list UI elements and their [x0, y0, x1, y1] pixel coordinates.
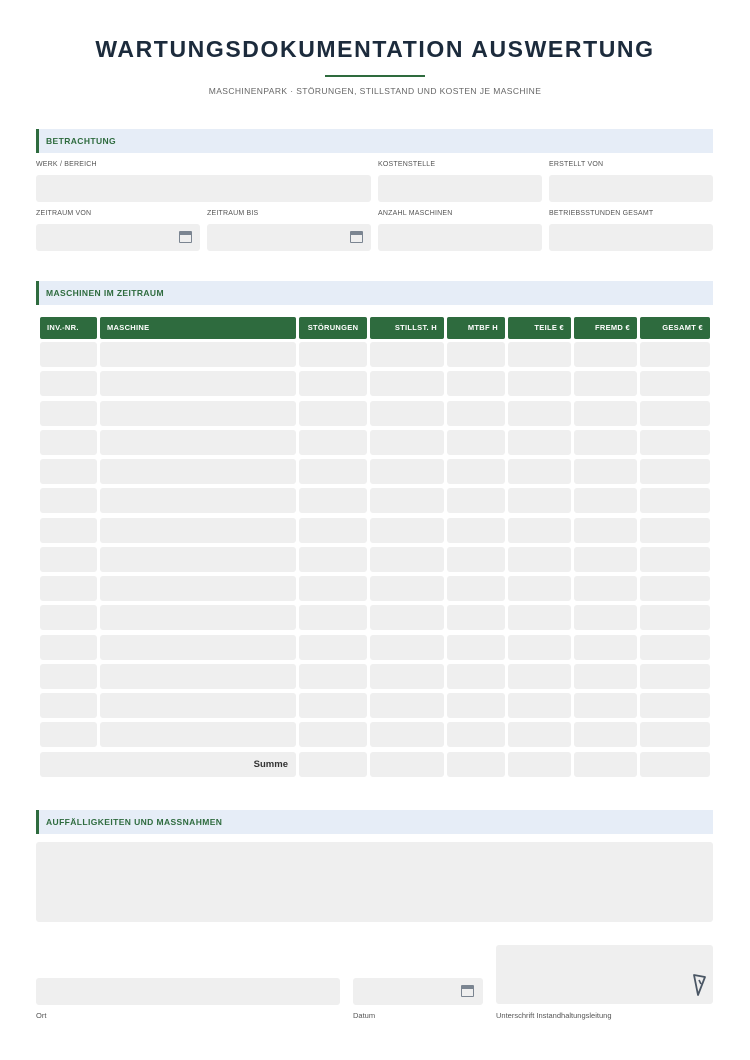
gesamt-cell[interactable]: [640, 722, 710, 747]
calendar-icon[interactable]: [179, 231, 192, 243]
column-header-gesamt: GESAMT €: [640, 317, 710, 339]
inv-nr-cell[interactable]: [40, 342, 97, 367]
betriebsstunden-field[interactable]: [549, 224, 713, 251]
column-header-fremd: FREMD €: [574, 317, 637, 339]
maschine-cell[interactable]: [100, 664, 296, 689]
mtbf-cell[interactable]: [447, 576, 505, 601]
massnahmen-textarea[interactable]: [36, 842, 713, 922]
erstellt-von-field[interactable]: [549, 175, 713, 202]
kostenstelle-field[interactable]: [378, 175, 542, 202]
teile-cell[interactable]: [508, 488, 571, 513]
betriebsstunden-label: BETRIEBSSTUNDEN GESAMT: [549, 210, 654, 217]
section-maschinen-header: [36, 281, 713, 305]
page-title: WARTUNGSDOKUMENTATION AUSWERTUNG: [95, 36, 655, 62]
kostenstelle-label: KOSTENSTELLE: [378, 161, 436, 168]
gesamt-cell[interactable]: [640, 518, 710, 543]
column-header-stillstand: STILLST. H: [370, 317, 444, 339]
summe-teile-cell[interactable]: [508, 752, 571, 777]
maschine-cell[interactable]: [100, 488, 296, 513]
stillstand-cell[interactable]: [370, 488, 444, 513]
datum-label: Datum: [353, 1011, 376, 1020]
inv-nr-cell[interactable]: [40, 722, 97, 747]
gesamt-cell[interactable]: [640, 401, 710, 426]
fremd-cell[interactable]: [574, 605, 637, 630]
unterschrift-field[interactable]: [496, 945, 713, 1004]
summe-stillstand-cell[interactable]: [370, 752, 444, 777]
mtbf-cell[interactable]: [447, 371, 505, 396]
maschine-cell[interactable]: [100, 722, 296, 747]
teile-cell[interactable]: [508, 459, 571, 484]
teile-cell[interactable]: [508, 401, 571, 426]
mtbf-cell[interactable]: [447, 664, 505, 689]
ort-label: Ort: [36, 1011, 47, 1020]
inv-nr-cell[interactable]: [40, 488, 97, 513]
teile-cell[interactable]: [508, 576, 571, 601]
mtbf-cell[interactable]: [447, 518, 505, 543]
mtbf-cell[interactable]: [447, 605, 505, 630]
maschine-cell[interactable]: [100, 576, 296, 601]
stoerungen-cell[interactable]: [299, 371, 367, 396]
maschine-cell[interactable]: [100, 371, 296, 396]
inv-nr-cell[interactable]: [40, 576, 97, 601]
teile-cell[interactable]: [508, 605, 571, 630]
calendar-icon[interactable]: [461, 985, 474, 997]
unterschrift-label: Unterschrift Instandhaltungsleitung: [496, 1011, 612, 1020]
mtbf-cell[interactable]: [447, 547, 505, 572]
stillstand-cell[interactable]: [370, 693, 444, 718]
teile-cell[interactable]: [508, 518, 571, 543]
summe-stoerungen-cell[interactable]: [299, 752, 367, 777]
fremd-cell[interactable]: [574, 693, 637, 718]
teile-cell[interactable]: [508, 430, 571, 455]
fremd-cell[interactable]: [574, 488, 637, 513]
column-header-teile: TEILE €: [508, 317, 571, 339]
column-header-inv-nr: INV.-NR.: [40, 317, 97, 339]
stoerungen-cell[interactable]: [299, 576, 367, 601]
teile-cell[interactable]: [508, 664, 571, 689]
inv-nr-cell[interactable]: [40, 371, 97, 396]
teile-cell[interactable]: [508, 547, 571, 572]
stoerungen-cell[interactable]: [299, 518, 367, 543]
section-auffaelligkeiten-header: [36, 810, 713, 834]
gesamt-cell[interactable]: [640, 430, 710, 455]
gesamt-cell[interactable]: [640, 342, 710, 367]
page-subtitle: MASCHINENPARK · STÖRUNGEN, STILLSTAND UND KOSTEN JE MASCHINE: [208, 86, 542, 96]
zeitraum-bis-field[interactable]: [207, 224, 371, 251]
gesamt-cell[interactable]: [640, 664, 710, 689]
inv-nr-cell[interactable]: [40, 547, 97, 572]
inv-nr-cell[interactable]: [40, 664, 97, 689]
mtbf-cell[interactable]: [447, 635, 505, 660]
fremd-cell[interactable]: [574, 635, 637, 660]
maschine-cell[interactable]: [100, 518, 296, 543]
stillstand-cell[interactable]: [370, 664, 444, 689]
fremd-cell[interactable]: [574, 342, 637, 367]
stoerungen-cell[interactable]: [299, 722, 367, 747]
title-divider: [325, 75, 425, 77]
inv-nr-cell[interactable]: [40, 430, 97, 455]
inv-nr-cell[interactable]: [40, 605, 97, 630]
gesamt-cell[interactable]: [640, 488, 710, 513]
anzahl-maschinen-label: ANZAHL MASCHINEN: [378, 210, 453, 217]
fremd-cell[interactable]: [574, 664, 637, 689]
stoerungen-cell[interactable]: [299, 605, 367, 630]
datum-field[interactable]: [353, 978, 483, 1005]
teile-cell[interactable]: [508, 722, 571, 747]
fremd-cell[interactable]: [574, 459, 637, 484]
werk-label: WERK / BEREICH: [36, 161, 97, 168]
stillstand-cell[interactable]: [370, 605, 444, 630]
mtbf-cell[interactable]: [447, 401, 505, 426]
inv-nr-cell[interactable]: [40, 459, 97, 484]
gesamt-cell[interactable]: [640, 459, 710, 484]
inv-nr-cell[interactable]: [40, 518, 97, 543]
erstellt-von-label: ERSTELLT VON: [549, 161, 604, 168]
maschine-cell[interactable]: [100, 401, 296, 426]
fremd-cell[interactable]: [574, 430, 637, 455]
mtbf-cell[interactable]: [447, 459, 505, 484]
section-betrachtung-title: BETRACHTUNG: [46, 136, 117, 146]
stillstand-cell[interactable]: [370, 576, 444, 601]
teile-cell[interactable]: [508, 693, 571, 718]
gesamt-cell[interactable]: [640, 605, 710, 630]
stoerungen-cell[interactable]: [299, 488, 367, 513]
stillstand-cell[interactable]: [370, 722, 444, 747]
maschine-cell[interactable]: [100, 693, 296, 718]
anzahl-maschinen-field[interactable]: [378, 224, 542, 251]
calendar-icon[interactable]: [350, 231, 363, 243]
summe-label: Summe: [40, 752, 296, 777]
inv-nr-cell[interactable]: [40, 693, 97, 718]
teile-cell[interactable]: [508, 371, 571, 396]
stillstand-cell[interactable]: [370, 371, 444, 396]
mtbf-cell[interactable]: [447, 430, 505, 455]
stillstand-cell[interactable]: [370, 547, 444, 572]
maschine-cell[interactable]: [100, 605, 296, 630]
section-maschinen-title: MASCHINEN IM ZEITRAUM: [46, 288, 164, 298]
stillstand-cell[interactable]: [370, 518, 444, 543]
fremd-cell[interactable]: [574, 576, 637, 601]
stoerungen-cell[interactable]: [299, 635, 367, 660]
stoerungen-cell[interactable]: [299, 547, 367, 572]
maschine-cell[interactable]: [100, 430, 296, 455]
stoerungen-cell[interactable]: [299, 430, 367, 455]
fremd-cell[interactable]: [574, 518, 637, 543]
gesamt-cell[interactable]: [640, 635, 710, 660]
fremd-cell[interactable]: [574, 547, 637, 572]
maschine-cell[interactable]: [100, 547, 296, 572]
zeitraum-bis-label: ZEITRAUM BIS: [207, 210, 259, 217]
mtbf-cell[interactable]: [447, 722, 505, 747]
inv-nr-cell[interactable]: [40, 635, 97, 660]
gesamt-cell[interactable]: [640, 547, 710, 572]
column-header-mtbf: MTBF H: [447, 317, 505, 339]
summe-gesamt-cell[interactable]: [640, 752, 710, 777]
stoerungen-cell[interactable]: [299, 459, 367, 484]
gesamt-cell[interactable]: [640, 693, 710, 718]
fremd-cell[interactable]: [574, 401, 637, 426]
mtbf-cell[interactable]: [447, 342, 505, 367]
pen-icon: [691, 973, 707, 997]
stillstand-cell[interactable]: [370, 342, 444, 367]
fremd-cell[interactable]: [574, 371, 637, 396]
stillstand-cell[interactable]: [370, 459, 444, 484]
fremd-cell[interactable]: [574, 722, 637, 747]
stillstand-cell[interactable]: [370, 635, 444, 660]
maschine-cell[interactable]: [100, 635, 296, 660]
mtbf-cell[interactable]: [447, 488, 505, 513]
stoerungen-cell[interactable]: [299, 401, 367, 426]
maschine-cell[interactable]: [100, 459, 296, 484]
mtbf-cell[interactable]: [447, 693, 505, 718]
ort-field[interactable]: [36, 978, 340, 1005]
stoerungen-cell[interactable]: [299, 693, 367, 718]
stoerungen-cell[interactable]: [299, 342, 367, 367]
summe-mtbf-cell[interactable]: [447, 752, 505, 777]
gesamt-cell[interactable]: [640, 371, 710, 396]
werk-field[interactable]: [36, 175, 371, 202]
zeitraum-von-label: ZEITRAUM VON: [36, 210, 92, 217]
section-auffaelligkeiten-title: AUFFÄLLIGKEITEN UND MASSNAHMEN: [46, 817, 223, 827]
gesamt-cell[interactable]: [640, 576, 710, 601]
teile-cell[interactable]: [508, 342, 571, 367]
section-betrachtung-header: [36, 129, 713, 153]
teile-cell[interactable]: [508, 635, 571, 660]
stoerungen-cell[interactable]: [299, 664, 367, 689]
maschine-cell[interactable]: [100, 342, 296, 367]
column-header-stoerungen: STÖRUNGEN: [299, 317, 367, 339]
inv-nr-cell[interactable]: [40, 401, 97, 426]
stillstand-cell[interactable]: [370, 430, 444, 455]
summe-fremd-cell[interactable]: [574, 752, 637, 777]
column-header-maschine: MASCHINE: [100, 317, 296, 339]
zeitraum-von-field[interactable]: [36, 224, 200, 251]
stillstand-cell[interactable]: [370, 401, 444, 426]
